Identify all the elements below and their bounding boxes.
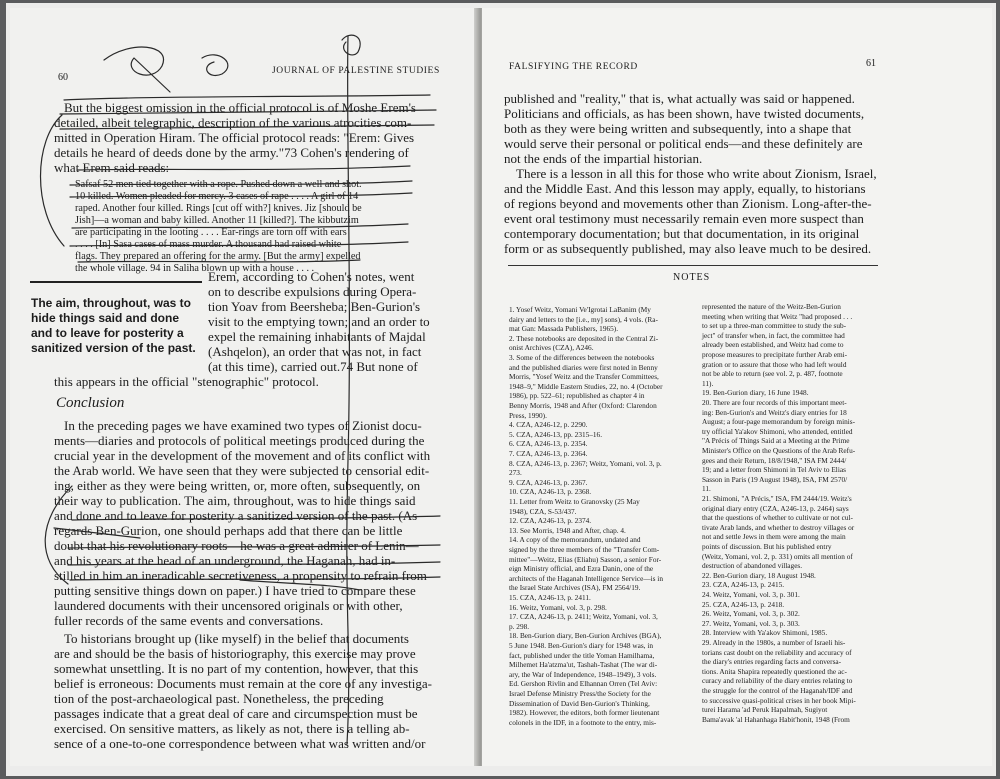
quote-line: are participating in the looting . . . . Ear-rings are torn off with ears [75, 227, 347, 238]
note-line: 22. Ben-Gurion diary, 18 August 1948. [702, 570, 816, 580]
text-line: belief is erroneous: Documents must remain at the core of any investiga- [54, 676, 432, 691]
text-line: There is a lesson in all this for those who write about Zionism, Israel, [516, 166, 877, 181]
note-line: Ed. Gershon Rivlin and Elhannan Orren (Tel Aviv: [509, 679, 658, 689]
note-line: mittee"—Weitz, Elias (Eliahu) Sasson, a senior For- [509, 554, 662, 564]
note-line: 273. [509, 468, 522, 478]
text-line: not the ends of the impartial historian. [504, 151, 703, 166]
note-line: Sasson in Paris (19 August 1948), ISA, FM 2570/ [702, 474, 848, 484]
text-line: Erem, according to Cohen's notes, went [208, 269, 415, 284]
note-line: 28. Interview with Ya'akov Shimoni, 1985. [702, 628, 828, 638]
note-line: 4. CZA, A246-12, p. 2290. [509, 420, 588, 430]
note-line: 1982). However, the editors, both former lieutenant [509, 708, 660, 718]
note-line: 25. CZA, A246-13, p. 2418. [702, 599, 785, 609]
note-line: 19. Ben-Gurion diary, 16 June 1948. [702, 388, 809, 398]
note-line: meeting when writing that Weitz "had proposed . . . [702, 311, 853, 321]
note-line: tions. Anita Shapira repeatedly questioned the ac- [702, 666, 847, 676]
note-line: Press, 1990). [509, 410, 547, 420]
note-line: 11. [702, 484, 711, 494]
note-line: 6. CZA, A246-13, p. 2354. [509, 439, 588, 449]
note-line: the struggle for the control of the Haganah/IDF and [702, 686, 853, 695]
quote-line: Safsaf 52 men tied together with a rope. Pushed down a well and shot. [75, 179, 362, 190]
text-line: putting sensitive things down on paper.) I have tried to compare these [54, 583, 416, 598]
text-line: on to describe expulsions during Opera- [208, 284, 417, 299]
text-line: (at this time), carried out.74 But none of [208, 359, 418, 374]
note-line: points of discussion. But his published entry [702, 542, 832, 551]
note-line: p. 298. [509, 621, 530, 631]
note-line: 12. CZA, A246-13, p. 2374. [509, 516, 592, 526]
note-line: Milhemet Ha'atzma'ut, Tashah-Tashat (The war di- [509, 660, 658, 670]
text-line: regards Ben-Gurion, one should perhaps add that there can be little [54, 523, 403, 538]
text-line: tion of the post-archaeological past. Nonetheless, the preceding [54, 691, 384, 706]
note-line: 1986), pp. 522–61; republished as chapter 4 in [509, 391, 645, 401]
text-line: fuller records of the same events and conversations. [54, 613, 324, 628]
note-line: already been established, and Weitz had come to [702, 340, 844, 350]
note-line: 29. Already in the 1980s, a number of Israeli his- [702, 638, 846, 647]
note-line: (Weitz, Yomani, vol. 2, p. 331) omits all mention of [702, 551, 853, 561]
note-line: try official Ya'akov Shimoni, who attended, entitled [702, 426, 853, 436]
note-line: gration or to assure that those who had left would [702, 359, 847, 369]
text-line: ments—diaries and protocols of political meetings produced during the [54, 433, 425, 448]
text-line: this appears in the official "stenographic" protocol. [54, 374, 319, 389]
text-line: of regions beyond and movements other than Zionism. Long-after-the- [504, 196, 872, 211]
text-line: are and should be the basis of historiography, this exercise may prove [54, 646, 416, 661]
note-line: 23. CZA, A246-13, p. 2415. [702, 580, 785, 590]
text-line: details he heard of deeds done by the army."73 Cohen's rendering of [54, 145, 409, 160]
note-line: mat Gan: Massada Publishers, 1965). [509, 324, 619, 334]
note-line: not and settle Jews in them were among the main [702, 532, 846, 542]
note-line: 1. Yosef Weitz, Yomani Ve'Igrotai LaBanim (My [509, 305, 651, 314]
running-head: JOURNAL OF PALESTINE STUDIES [272, 66, 440, 76]
text-line: and done and to leave for posterity a sanitized version of the past. (As [54, 508, 418, 523]
text-line: somewhat unsettling. It is no part of my contention, however, that this [54, 661, 419, 676]
notes-column-left [509, 306, 694, 736]
pull-quote-line: and to leave for posterity a [31, 326, 184, 340]
note-line: 3. Some of the differences between the notebooks [509, 353, 655, 362]
note-line: to set up a three-man committee to study the sub- [702, 321, 847, 331]
text-line: ing, either as they were being written, or, more often, subsequently, on [54, 478, 421, 493]
text-line: laundered documents with their uncensored originals or with other, [54, 598, 403, 613]
note-line: 19; and a letter from Shimoni in Tel Aviv to Elias [702, 465, 846, 475]
note-line: 24. Weitz, Yomani, vol. 3, p. 301. [702, 590, 800, 599]
note-line: onist Archives (CZA), A246. [509, 343, 594, 353]
pull-quote-rule [30, 281, 202, 283]
text-line: tion Yoav from Beersheba; Ben-Gurion's [208, 299, 421, 314]
note-line: August; a four-page memorandum by foreign minis- [702, 417, 856, 427]
note-line: 5 June 1948. Ben-Gurion's diary for 1948 was, in [509, 641, 653, 650]
note-line: that the questions of whether to cultivate or not cul- [702, 513, 853, 523]
quote-line: 10 killed. Women pleaded for mercy. 3 cases of rape . . . . A girl of 14 [75, 191, 359, 202]
text-line: published and "reality," that is, what actually was said or happened. [504, 91, 855, 106]
note-line: 13. See Morris, 1948 and After, chap. 4. [509, 525, 626, 535]
note-line: 20. There are four records of this important meet- [702, 398, 847, 407]
note-line: original diary entry (CZA, A246-13, p. 2464) says [702, 503, 849, 513]
text-line: and the Middle East. And this lesson may apply, equally, to historians [504, 181, 866, 196]
text-line: what Erem said reads: [54, 160, 170, 175]
note-line: the diary's entries regarding facts and conversa- [702, 657, 842, 667]
text-line: crucial year in the development of the movement and of its conflict with [54, 448, 431, 463]
section-heading: Conclusion [56, 395, 125, 411]
note-line: torians cast doubt on the reliability and accuracy of [702, 647, 852, 657]
note-line: 2. These notebooks are deposited in the Central Zi- [509, 333, 659, 343]
right-page [482, 8, 992, 766]
note-line: gees and their Return, 18/8/1948," ISA FM 2444/ [702, 455, 847, 465]
text-line: visit to the emptying town; and an order to [208, 314, 430, 329]
notes-title: NOTES [673, 272, 711, 283]
note-line: 9. CZA, A246-13, p. 2367. [509, 477, 588, 487]
note-line: architects of the Haganah Intelligence Service—is in [509, 573, 663, 583]
note-line: ing: Ben-Gurion's and Weitz's diary entries for 18 [702, 407, 847, 417]
quote-line: flags. They prepared an offering for the army. [But the army] expelled [75, 251, 361, 262]
text-line: To historians brought up (like myself) in the belief that documents [64, 631, 409, 646]
note-line: 16. Weitz, Yomani, vol. 3, p. 298. [509, 602, 607, 612]
note-line: "A Précis of Things Said at a Meeting at the Prime [702, 436, 850, 446]
note-line: Dissemination of David Ben-Gurion's Thinking, [509, 698, 650, 708]
note-line: 1948–9," Middle Eastern Studies, 22, no. 4 (October [509, 381, 663, 391]
page-number: 61 [866, 58, 876, 69]
text-line: expel the remaining inhabitants of Majdal [208, 329, 426, 344]
text-line: and his years at the head of an underground, the Haganah, had in- [54, 553, 396, 568]
text-line: both as they were being written and subsequently, into a shape that [504, 121, 852, 136]
note-line: Bama'avak 'al Hahanhaga Habit'honit, 1948 (From [702, 714, 850, 724]
note-line: 14. A copy of the memorandum, undated and [509, 535, 641, 545]
text-line: form or as subsequently published, may also leave much to be desired. [504, 241, 872, 256]
quote-line: Jish]—a woman and baby killed. Another 11 [killed?]. The kibbutzim [75, 215, 359, 226]
running-head: FALSIFYING THE RECORD [509, 62, 638, 72]
left-page [10, 8, 478, 766]
note-line: 26. Weitz, Yomani, vol. 3, p. 302. [702, 609, 800, 619]
note-line: propose measures to precipitate further Arab emi- [702, 350, 848, 359]
note-line: fact, published under the title Yoman Hamilhama, [509, 650, 655, 660]
pull-quote-line: hide things said and done [31, 311, 180, 325]
note-line: and the published diaries were first noted in Benny [509, 362, 658, 372]
notes-column-right [702, 303, 892, 733]
text-line: But the biggest omission in the official protocol is of Moshe Erem's [64, 100, 416, 115]
text-line: would serve their personal or political ends—and these definitely are [504, 136, 863, 151]
quote-line: . . . . [In] Sasa cases of mass murder. A thousand had raised white [75, 239, 342, 250]
text-line: mitted in Operation Hiram. The official protocol reads: "Erem: Gives [54, 130, 415, 145]
text-line: passages indicate that a great deal of care and circumspection must be [54, 706, 418, 721]
note-line: ary, the War of Independence, 1948–1949), 3 vols. [509, 669, 657, 679]
note-line: Minister's Office on the Questions of the Arab Refu- [702, 446, 856, 455]
text-line: stilled in him an ineradicable secretiveness, a propensity to refrain from [54, 568, 427, 583]
text-line: detailed, albeit telegraphic, description of the various atrocities com- [54, 115, 412, 130]
note-line: 7. CZA, A246-13, p. 2364. [509, 449, 588, 458]
text-line: (Ashqelon), an order that was not, in fact [208, 344, 422, 359]
text-line: Politicians and officials, as has been shown, have twisted documents, [504, 106, 865, 121]
note-line: 17. CZA, A246-13, p. 2411; Weitz, Yomani, vol. 3, [509, 612, 658, 622]
text-line: contemporary documentation; but that documentation, in its original [504, 226, 860, 241]
text-line: their way to publication. The aim, throughout, was to hide things said [54, 493, 416, 508]
note-line: 11. Letter from Weitz to Granovsky (25 May [509, 497, 640, 506]
note-line: dairy and letters to the [i.e., my] sons), 4 vols. (Ra- [509, 314, 658, 324]
note-line: 18. Ben-Gurion diary, Ben-Gurion Archives (BGA), [509, 631, 662, 641]
note-line: 27. Weitz, Yomani, vol. 3, p. 303. [702, 618, 800, 628]
note-line: destruction of abandoned villages. [702, 561, 803, 571]
note-line: Israel Defense Ministry Press/the Society for the [509, 689, 651, 698]
text-line: In the preceding pages we have examined two types of Zionist docu- [64, 418, 422, 433]
note-line: the Israel State Archives (ISA), FM 2564/19. [509, 583, 641, 593]
text-line: exercised. On sensitive matters, as likely as not, there is a telling ab- [54, 721, 410, 736]
note-line: 15. CZA, A246-13, p. 2411. [509, 593, 591, 602]
note-line: Benny Morris, 1948 and After (Oxford: Clarendon [509, 401, 657, 410]
note-line: colonels in the IDF, in a footnote to the entry, mis- [509, 717, 657, 727]
text-line: doubt that his revolutionary roots—he was a great admirer of Lenin— [54, 538, 419, 553]
note-line: tivate Arab lands, and whether to destroy villages or [702, 522, 855, 532]
note-line: signed by the three members of the "Transfer Com- [509, 545, 660, 554]
note-line: not be able to return (see vol. 2, p. 487, footnote [702, 369, 843, 379]
text-line: sence of a one-to-one correspondence between what was written and/or [54, 736, 426, 751]
note-line: 8. CZA, A246-13, p. 2367; Weitz, Yomani, vol. 3, p. [509, 458, 662, 468]
page-number: 60 [58, 72, 68, 83]
note-line: 11). [702, 378, 714, 388]
note-line: 21. Shimoni, "A Précis," ISA, FM 2444/19. Weitz's [702, 494, 852, 503]
note-line: turei Harama 'ad Peruk Hapalmah, Sugiyot [702, 705, 828, 715]
note-line: 5. CZA, A246-13, pp. 2315–16. [509, 429, 603, 439]
note-line: ject" of transfer when, in fact, the committee had [702, 330, 845, 340]
note-line: eign Ministry official, and Ezra Danin, one of the [509, 564, 654, 574]
notes-rule [508, 265, 878, 266]
note-line: represented the nature of the Weitz-Ben-Gurion [702, 302, 841, 311]
note-line: curacy and reliability of the diary entries relating to [702, 676, 853, 686]
text-line: event oral testimony must necessarily remain even more suspect than [504, 211, 864, 226]
text-line: the Arab world. We have seen that they were subjected to censorial edit- [54, 463, 430, 478]
note-line: to successive quasi-political crises in her book Mipi- [702, 695, 856, 705]
quote-line: the whole village. 94 in Saliha blown up with a house . . . . [75, 263, 315, 274]
pull-quote-line: sanitized version of the past. [31, 341, 196, 355]
pull-quote-line: The aim, throughout, was to [31, 296, 191, 310]
note-line: 1948), CZA, S-53/437. [509, 506, 577, 516]
note-line: Morris, "Yosef Weitz and the Transfer Committees, [509, 372, 659, 382]
note-line: 10. CZA, A246-13, p. 2368. [509, 487, 592, 497]
quote-line: raped. Another four killed. Rings [cut off with?] knives. Jiz [should be [75, 203, 362, 214]
